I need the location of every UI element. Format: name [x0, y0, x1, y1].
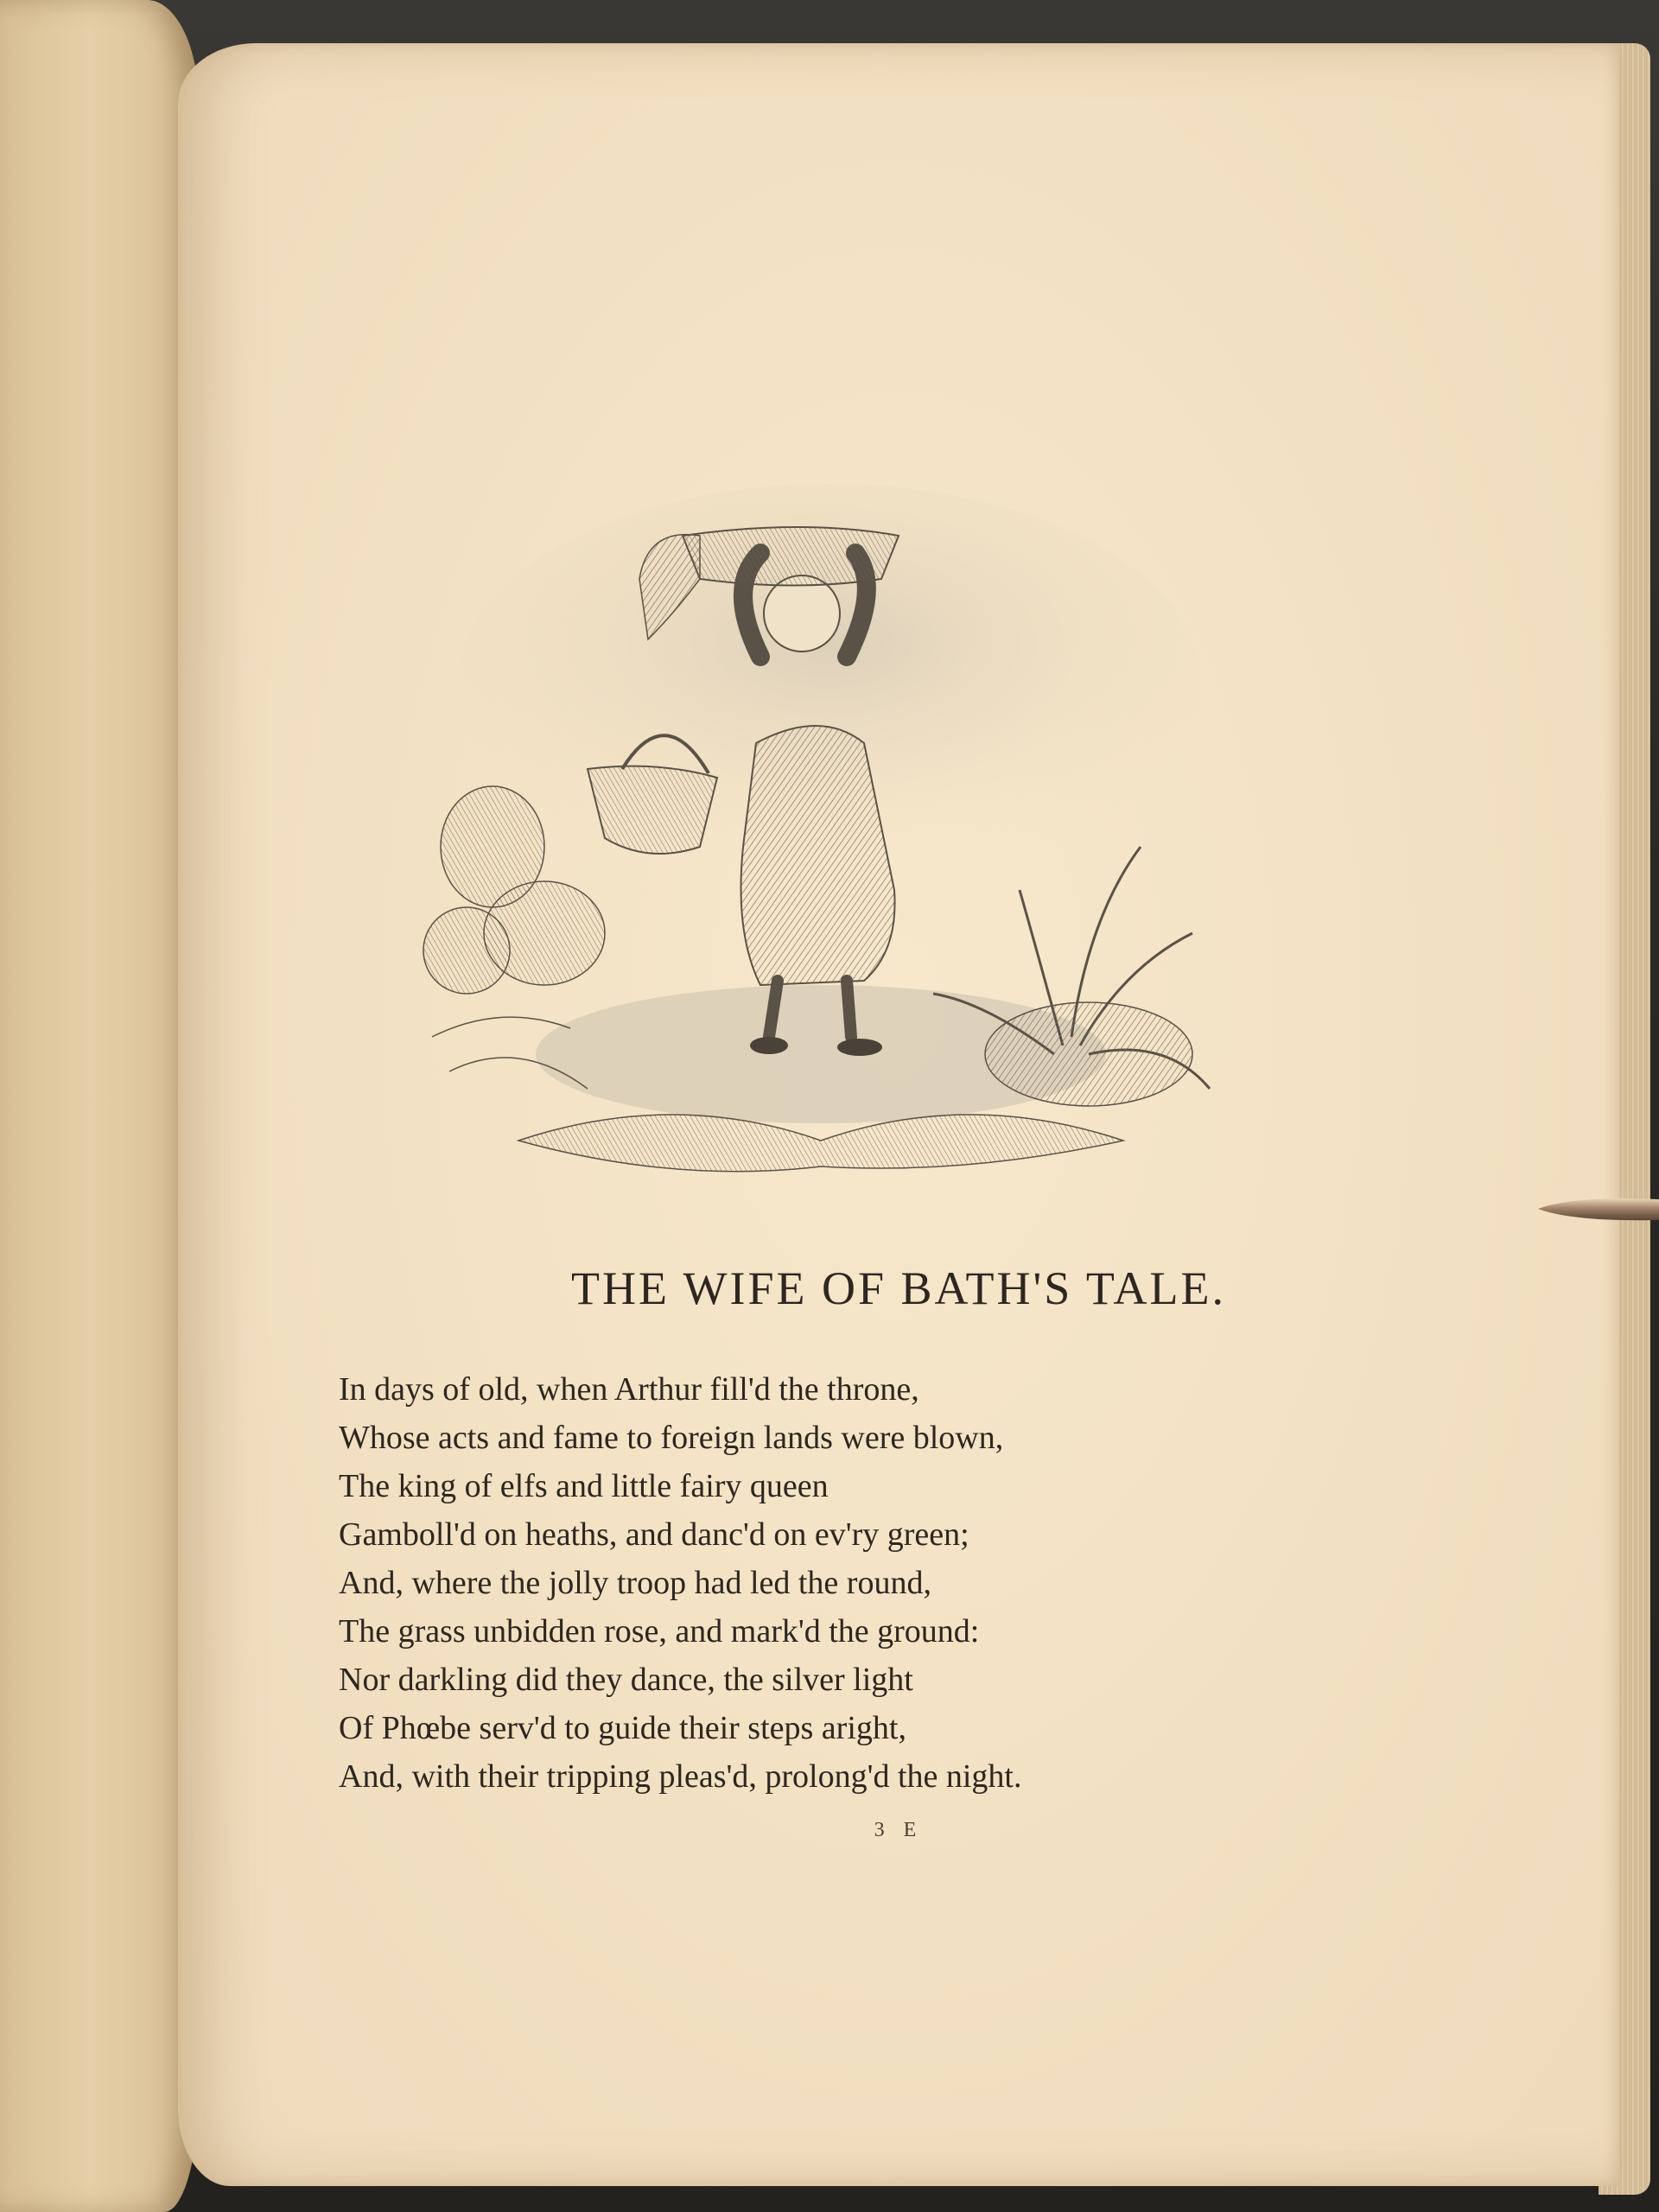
poem-line: Of Phœbe serv'd to guide their steps aright, — [339, 1710, 906, 1746]
poem-stanza — [339, 1365, 1246, 1801]
poem-line: In days of old, when Arthur fill'd the throne, — [339, 1371, 919, 1408]
child-shoe-left — [750, 1037, 788, 1054]
poem-line: The king of elfs and little fairy queen — [339, 1468, 829, 1504]
metal-pointer-icon — [1538, 1191, 1659, 1227]
poem-line: The grass unbidden rose, and mark'd the ground: — [339, 1613, 980, 1649]
child-shoe-right — [837, 1039, 882, 1056]
engraving-illustration — [415, 484, 1244, 1227]
right-foliage — [985, 1002, 1192, 1106]
poem-line: Gamboll'd on heaths, and danc'd on ev'ry green; — [339, 1516, 969, 1553]
head-basket — [683, 527, 899, 586]
poem-line: Whose acts and fame to foreign lands were blown, — [339, 1420, 1004, 1456]
tale-title: THE WIFE OF BATH'S TALE. — [571, 1262, 1226, 1314]
poem-line: Nor darkling did they dance, the silver light — [339, 1662, 913, 1698]
signature-mark: 3 E — [874, 1819, 924, 1841]
child-head — [764, 575, 840, 652]
left-page-edge — [0, 0, 199, 2212]
poem-line: And, where the jolly troop had led the round, — [339, 1565, 931, 1601]
poem-line: And, with their tripping pleas'd, prolong'd the night. — [339, 1758, 1022, 1795]
